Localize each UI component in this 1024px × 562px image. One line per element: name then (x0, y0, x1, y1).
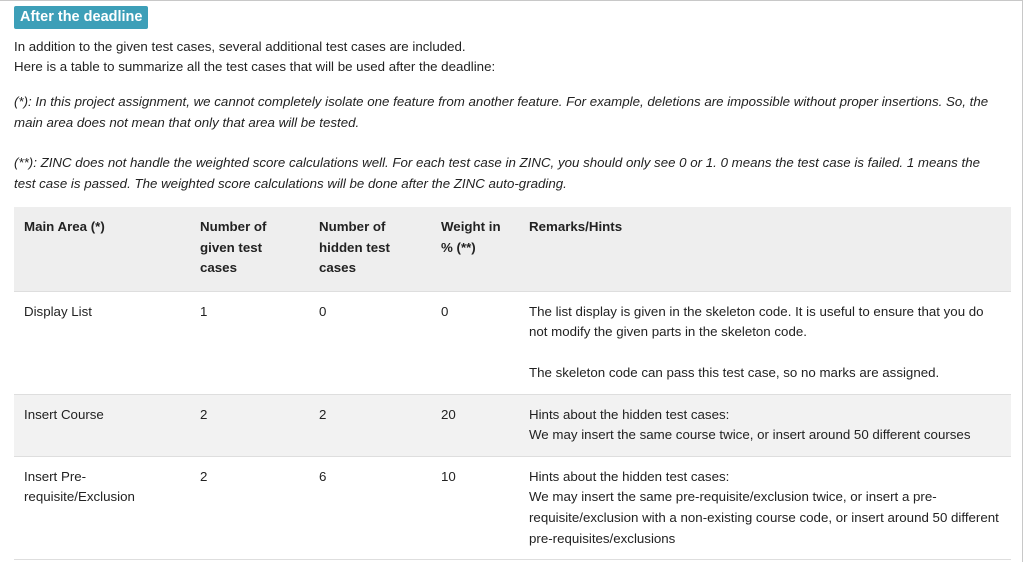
table-row (14, 291, 1011, 394)
header-weight: Weight in % (**) (441, 219, 501, 255)
cell-remarks (519, 456, 1011, 559)
table-header-row (14, 207, 1011, 291)
note-weighted-score: (**): ZINC does not handle the weighted score calculations well. For each test case in ZINC, you should only see 0 or 1. 0 means the test case is failed. 1 means the test case is passed. The weighted score calculations will be done after the ZINC auto-grading. (14, 155, 980, 191)
remark-text: The list display is given in the skeleton code. It is useful to ensure that you do not modify the given parts in the skeleton code. (529, 303, 984, 340)
remark-text: The skeleton code can pass this test case, so no marks are assigned. (529, 364, 940, 380)
cell-hidden: 6 (319, 468, 327, 484)
cell-given: 1 (200, 303, 208, 319)
intro-line-1: In addition to the given test cases, several additional test cases are included. (14, 39, 466, 54)
cell-area: Insert Course (24, 406, 104, 422)
test-case-table (14, 207, 1011, 560)
section-badge: After the deadline (14, 6, 148, 29)
remark-text: Hints about the hidden test cases: (529, 468, 730, 484)
table-row (14, 394, 1011, 456)
cell-weight: 0 (441, 303, 449, 319)
note-main-area: (*): In this project assignment, we cannot completely isolate one feature from another feature. For example, deletions are impossible without proper insertions. So, the main area does not mean that only that area will be tested. (14, 94, 989, 130)
intro-line-2: Here is a table to summarize all the test cases that will be used after the deadline: (14, 59, 496, 74)
remark-text: We may insert the same course twice, or insert around 50 different courses (529, 427, 971, 443)
cell-hidden: 2 (319, 406, 327, 422)
cell-remarks (519, 394, 1011, 456)
cell-area: Display List (24, 303, 92, 319)
table-row (14, 456, 1011, 559)
header-hidden: Number of hidden test cases (319, 219, 390, 276)
cell-remarks (519, 291, 1011, 394)
header-remarks: Remarks/Hints (529, 219, 623, 234)
cell-given: 2 (200, 406, 208, 422)
cell-hidden: 0 (319, 303, 327, 319)
cell-area: Insert Pre-requisite/Exclusion (24, 468, 135, 505)
cell-weight: 20 (441, 406, 456, 422)
header-main-area: Main Area (*) (24, 219, 105, 234)
header-given: Number of given test cases (200, 219, 267, 276)
remark-text: We may insert the same pre-requisite/exclusion twice, or insert a pre-requisite/exclusion with a non-existing course code, or insert around 50 different pre-requisites/exclusions (529, 489, 999, 546)
cell-weight: 10 (441, 468, 456, 484)
remark-text: Hints about the hidden test cases: (529, 406, 730, 422)
cell-given: 2 (200, 468, 208, 484)
